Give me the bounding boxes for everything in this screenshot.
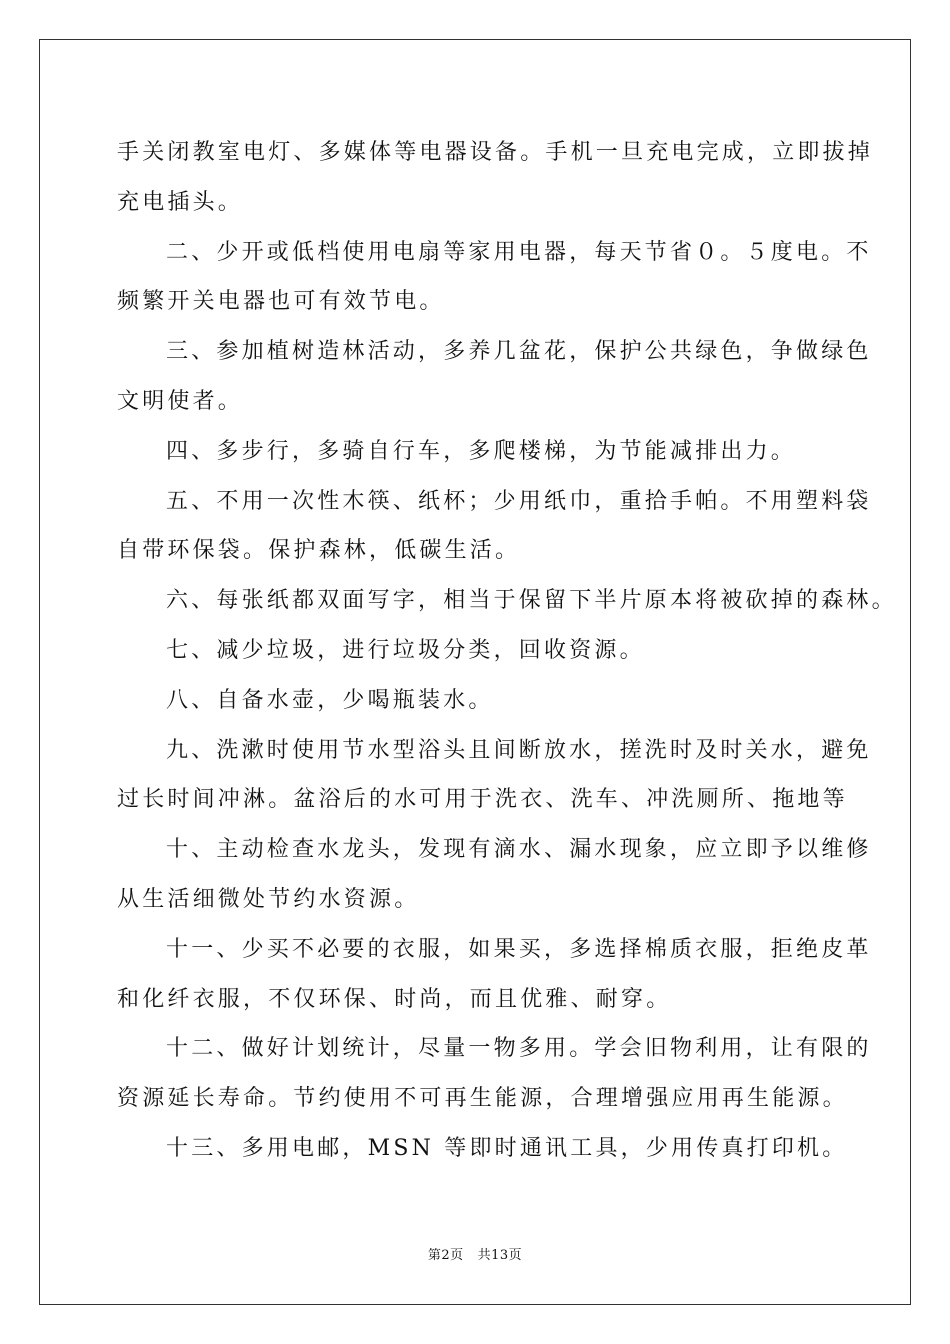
paragraph-first-line: 五、不用一次性木筷、纸杯；少用纸巾，重拾手帕。不用塑料袋 [166,488,872,514]
paragraph-line: 资源延长寿命。节约使用不可再生能源，合理增强应用再生能源。 [117,1086,848,1112]
paragraph-line: 和化纤衣服，不仅环保、时尚，而且优雅、耐穿。 [117,986,672,1012]
paragraph-line: 手关闭教室电灯、多媒体等电器设备。手机一旦充电完成，立即拔掉 [117,140,874,165]
page-footer [0,1246,950,1266]
page-total: 共13页 [477,1248,523,1263]
paragraph-line: 从生活细微处节约水资源。 [117,886,420,912]
paragraph-first-line: 九、洗漱时使用节水型浴头且间断放水，搓洗时及时关水，避免 [166,737,872,763]
paragraph-line: 文明使者。 [117,388,244,414]
paragraph-first-line: 八、自备水壶，少喝瓶装水。 [166,687,494,713]
paragraph-line: 充电插头。 [117,189,244,215]
paragraph-first-line: 十三、多用电邮，MSN 等即时通讯工具，少用传真打印机。 [166,1135,848,1161]
page-number: 第2页 [427,1248,464,1263]
paragraph-first-line: 十二、做好计划统计，尽量一物多用。学会旧物利用，让有限的 [166,1036,872,1062]
paragraph-first-line: 三、参加植树造林活动，多养几盆花，保护公共绿色，争做绿色 [166,339,872,365]
paragraph-first-line: 二、少开或低档使用电扇等家用电器，每天节省０。５度电。不 [166,239,872,265]
paragraph-first-line: 十一、少买不必要的衣服，如果买，多选择棉质衣服，拒绝皮革 [166,936,872,962]
paragraph-first-line: 七、减少垃圾，进行垃圾分类，回收资源。 [166,637,645,663]
paragraph-line: 频繁开关电器也可有效节电。 [117,289,445,315]
document-body [117,128,897,1174]
paragraph-line: 自带环保袋。保护森林，低碳生活。 [117,538,521,564]
paragraph-first-line: 十、主动检查水龙头，发现有滴水、漏水现象，应立即予以维修 [166,837,872,863]
paragraph-line: 过长时间冲淋。盆浴后的水可用于洗衣、洗车、冲洗厕所、拖地等 [117,787,848,813]
paragraph-first-line: 六、每张纸都双面写字，相当于保留下半片原本将被砍掉的森林。 [166,588,897,614]
paragraph-first-line: 四、多步行，多骑自行车，多爬楼梯，为节能减排出力。 [166,438,797,464]
